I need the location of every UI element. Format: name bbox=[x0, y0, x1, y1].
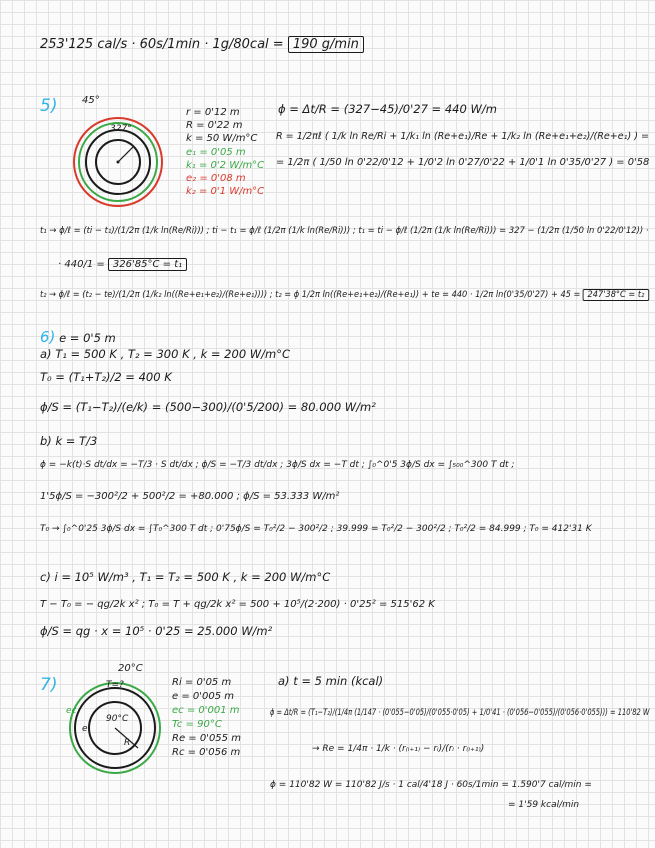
p5-R-given: R = 0'22 m bbox=[186, 120, 243, 131]
sphere-7-inner-temp: 90°C bbox=[106, 714, 129, 724]
problem-6-number: 6) bbox=[40, 328, 56, 346]
sphere-7-label-ec: ec bbox=[66, 706, 77, 716]
p5-t2-result-box: 247'38°C = t₂ bbox=[583, 289, 649, 301]
conversion-result-box: 190 g/min bbox=[288, 36, 364, 53]
p5-e2-given: e₂ = 0'08 m bbox=[186, 173, 246, 184]
p6-T0-equation: T₀ = (T₁+T₂)/2 = 400 K bbox=[40, 370, 172, 384]
p6-phiS-equation: ϕ/S = (T₁−T₂)/(e/k) = (500−300)/(0'5/200) = 80.000 W/m² bbox=[40, 400, 376, 414]
sphere-7-label-R: R bbox=[124, 738, 131, 748]
p7-final-equation: ϕ = 110'82 W = 110'82 J/s · 1 cal/4'18 J · 60s/1min = 1.590'7 cal/min = bbox=[270, 780, 592, 790]
conversion-equation bbox=[40, 38, 364, 52]
p6-c-equation-2: ϕ/S = qg · x = 10⁵ · 0'25 = 25.000 W/m² bbox=[40, 624, 273, 638]
p5-e1-given: e₁ = 0'05 m bbox=[186, 147, 246, 158]
p5-t1-equation-continued bbox=[58, 258, 187, 272]
p7-ec-given: ec = 0'001 m bbox=[172, 705, 240, 716]
pipe-5-angle-label: 45° bbox=[82, 95, 100, 106]
problem-7-number: 7) bbox=[40, 675, 58, 695]
p6-c-equation-1: T − T₀ = − qg/2k x² ; T₀ = T + qg/2k x² = 500 + 10⁵/(2·200) · 0'25² = 515'62 K bbox=[40, 599, 435, 610]
p6-a-given: a) T₁ = 500 K , T₂ = 300 K , k = 200 W/m°C bbox=[40, 347, 291, 361]
p5-t2-expression: t₂ → ϕ/ℓ = (t₂ − te)/(1/2π (1/k₂ ln((Re+e₁+e₂)/(Re+e₁)))) ; t₂ = ϕ 1/2π ln((Re+e₁+e₂)/(Re+e₁)) + te = 440 · 1/2π ln(0'35/0'27) + 45 = bbox=[40, 290, 581, 300]
p7-Re-given: Re = 0'055 m bbox=[172, 733, 241, 744]
p5-t2-equation bbox=[40, 288, 649, 302]
p5-t1-multiplier: · 440/1 = bbox=[58, 259, 105, 270]
p7-e-given: e = 0'005 m bbox=[172, 691, 235, 702]
sphere-7-mid-temp: T=? bbox=[106, 680, 124, 690]
p6-b-equation-1: ϕ = −k(t)·S dt/dx = −T/3 · S dt/dx ; ϕ/S = −T/3 dt/dx ; 3ϕ/S dx = −T dt ; ∫₀^0'5 3ϕ/S dx = ∫₅₀₀^300 T dt ; bbox=[40, 460, 515, 470]
p7-Tc-given: Tc = 90°C bbox=[172, 719, 222, 730]
p7-Rc-given: Rc = 0'056 m bbox=[172, 747, 241, 758]
pipe-5-radius-line bbox=[118, 146, 134, 162]
p5-k2-given: k₂ = 0'1 W/m°C bbox=[186, 186, 265, 197]
sphere-7-label-e: e bbox=[82, 724, 88, 734]
p6-b-given: b) k = T/3 bbox=[40, 434, 98, 448]
p5-R-equation-1: R = 1/2πℓ ( 1/k ln Re/Ri + 1/k₁ ln (Re+e₁)/Re + 1/k₂ ln (Re+e₁+e₂)/(Re+e₁) ) = bbox=[276, 131, 650, 142]
p6-b-equation-3: T₀ → ∫₀^0'25 3ϕ/S dx = ∫T₀^300 T dt ; 0'75ϕ/S = T₀²/2 − 300²/2 ; 39.999 = T₀²/2 − 300²/2 ; T₀²/2 = 84.999 ; T₀ = 412'31 K bbox=[40, 524, 592, 534]
p5-k1-given: k₁ = 0'2 W/m°C bbox=[186, 160, 265, 171]
problem-6-header bbox=[40, 330, 116, 345]
pipe-5-center bbox=[117, 161, 120, 164]
p7-a-given: a) t = 5 min (kcal) bbox=[278, 674, 384, 688]
p7-Re-equation: → Re = 1/4π · 1/k · (r₍ᵢ₊₁₎ − rᵢ)/(rᵢ · r₍ᵢ₊₁₎) bbox=[312, 744, 485, 754]
p6-e-given: e = 0'5 m bbox=[59, 331, 116, 345]
p6-b-equation-2: 1'5ϕ/S = −300²/2 + 500²/2 = +80.000 ; ϕ/S = 53.333 W/m² bbox=[40, 491, 340, 502]
p5-k-given: k = 50 W/m°C bbox=[186, 133, 258, 144]
sphere-7-outer-temp: 20°C bbox=[118, 663, 143, 674]
p7-Ri-given: Ri = 0'05 m bbox=[172, 677, 232, 688]
problem-5-number: 5) bbox=[40, 96, 58, 116]
p7-final-equation-continued: = 1'59 kcal/min bbox=[508, 800, 580, 810]
p5-phi-equation: ϕ = Δt/R = (327−45)/0'27 = 440 W/m bbox=[278, 102, 497, 116]
p6-c-given: c) i = 10⁵ W/m³ , T₁ = T₂ = 500 K , k = 200 W/m°C bbox=[40, 570, 331, 584]
conversion-expression: 253'125 cal/s · 60s/1min · 1g/80cal = bbox=[40, 37, 284, 52]
p5-r-given: r = 0'12 m bbox=[186, 107, 240, 118]
pipe-5-inner-temp-label: 327° bbox=[110, 124, 132, 134]
p7-phi-equation: ϕ = Δt/R = (T₁−T₂)/(1/4π (1/147 · (0'055−0'05)/(0'055·0'05) + 1/0'41 · (0'056−0'055)/(0'056·0'055))) = 110'82 W bbox=[270, 708, 650, 718]
p5-R-equation-2: = 1/2π ( 1/50 ln 0'22/0'12 + 1/0'2 ln 0'27/0'22 + 1/0'1 ln 0'35/0'27 ) = 0'58 bbox=[276, 157, 650, 168]
p5-t1-result-box: 326'85°C = t₁ bbox=[108, 258, 187, 271]
p5-t1-equation: t₁ → ϕ/ℓ = (ti − t₁)/(1/2π (1/k ln(Re/Ri))) ; ti − t₁ = ϕ/ℓ (1/2π (1/k ln(Re/Ri))) ; t₁ = ti − ϕ/ℓ (1/2π (1/k ln(Re/Ri))) = 327 − (1/2π (1/50 ln 0'22/0'12)) · bbox=[40, 226, 649, 236]
